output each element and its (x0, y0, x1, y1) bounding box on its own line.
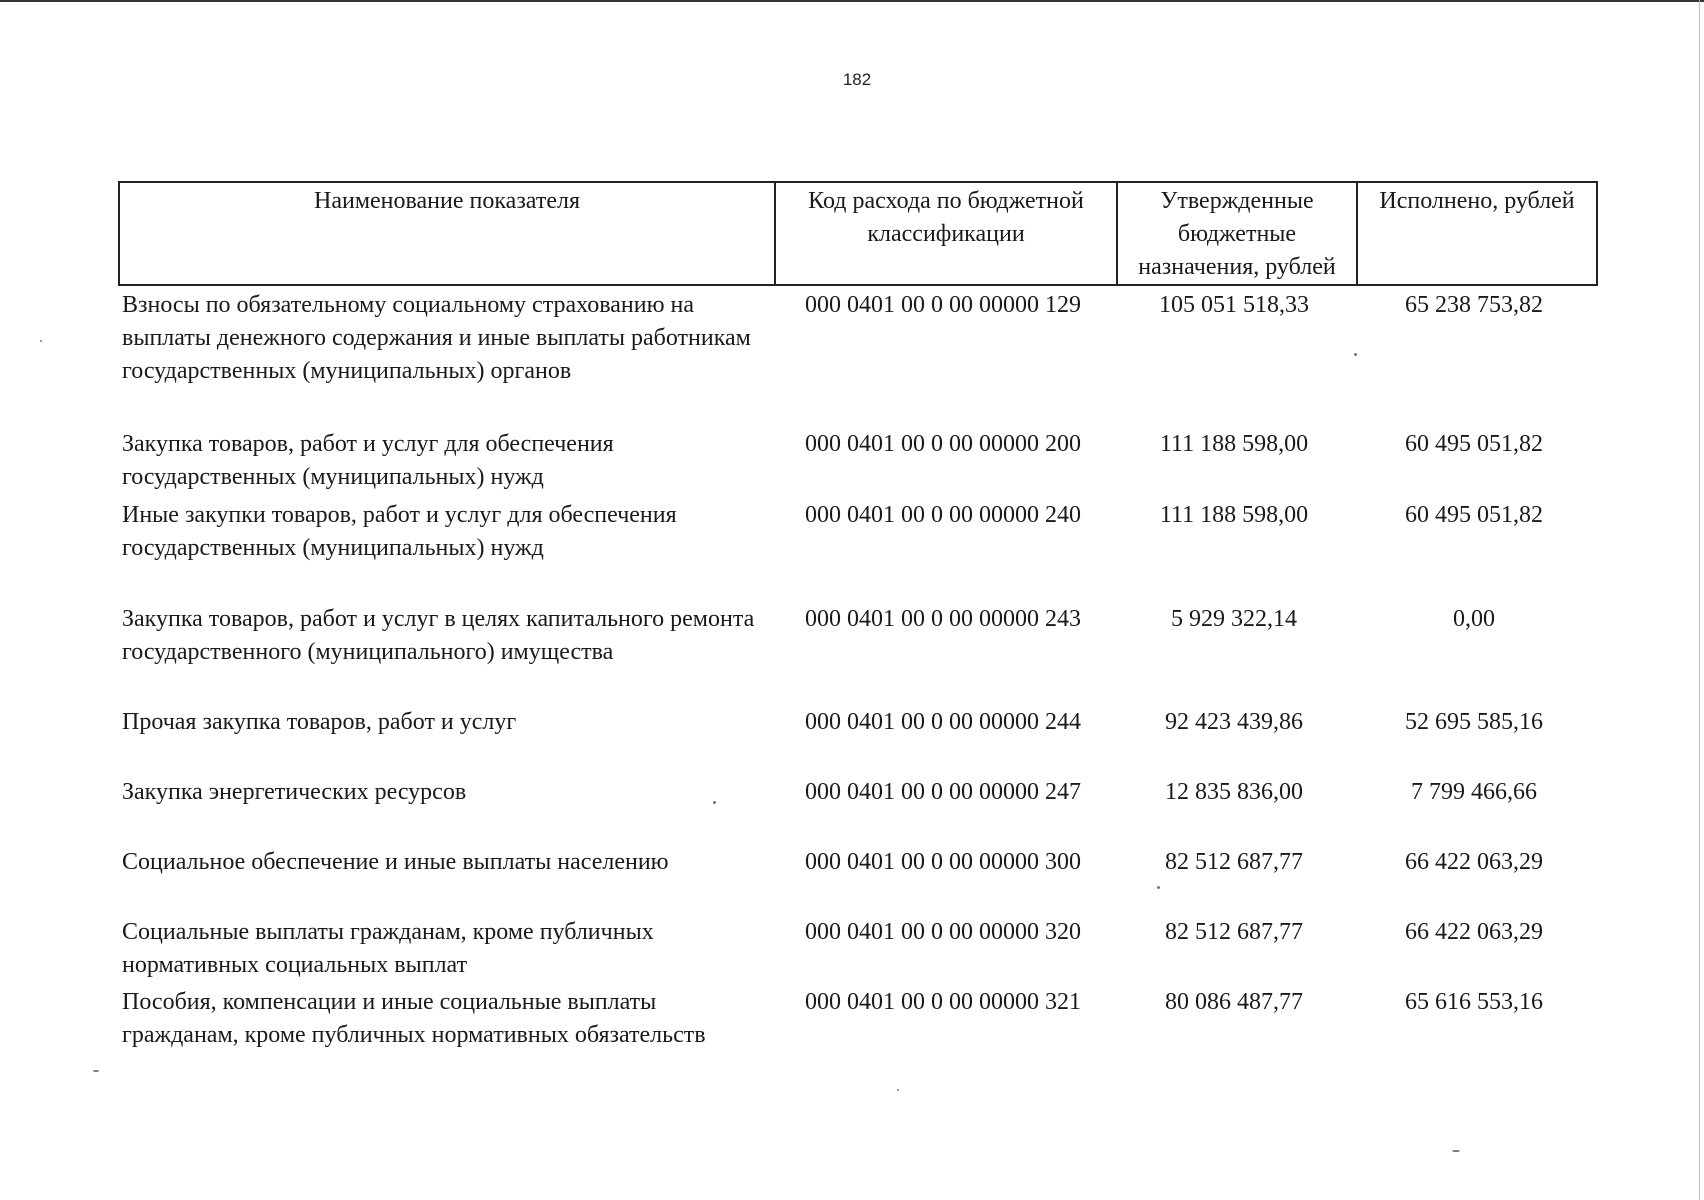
row-code: 000 0401 00 0 00 00000 200 (805, 431, 1081, 457)
row-executed: 65 616 553,16 (1405, 989, 1543, 1015)
row-name: Закупка товаров, работ и услуг для обеспечения государственных (муниципальных) нужд (122, 431, 614, 490)
row-name: Закупка энергетических ресурсов (122, 779, 467, 805)
scan-speck (713, 801, 716, 804)
scan-speck (93, 1070, 99, 1072)
header-executed: Исполнено, рублей (1356, 183, 1596, 284)
scan-speck (1354, 353, 1357, 356)
page-number: 182 (842, 70, 872, 89)
scan-speck (1452, 1150, 1460, 1152)
row-name: Прочая закупка товаров, работ и услуг (122, 709, 517, 735)
row-code: 000 0401 00 0 00 00000 240 (805, 502, 1081, 528)
row-executed: 66 422 063,29 (1405, 919, 1543, 945)
row-code: 000 0401 00 0 00 00000 243 (805, 606, 1081, 632)
row-name: Закупка товаров, работ и услуг в целях капитального ремонта государственного (муниципального) имущества (122, 606, 755, 665)
row-executed: 0,00 (1453, 606, 1495, 632)
row-name: Социальные выплаты гражданам, кроме публичных нормативных социальных выплат (122, 919, 654, 978)
row-executed: 7 799 466,66 (1411, 779, 1537, 805)
row-approved: 82 512 687,77 (1165, 849, 1303, 875)
scan-border-top (0, 0, 1704, 2)
row-code: 000 0401 00 0 00 00000 321 (805, 989, 1081, 1015)
row-code: 000 0401 00 0 00 00000 129 (805, 292, 1081, 318)
scan-speck (1157, 886, 1160, 889)
row-code: 000 0401 00 0 00 00000 300 (805, 849, 1081, 875)
row-name: Взносы по обязательному социальному страхованию на выплаты денежного содержания и иные выплаты работникам государственных (муниципальных) органов (122, 292, 751, 384)
row-executed: 60 495 051,82 (1405, 431, 1543, 457)
row-executed: 52 695 585,16 (1405, 709, 1543, 735)
scan-speck (897, 1089, 899, 1091)
row-name: Социальное обеспечение и иные выплаты населению (122, 849, 669, 875)
row-approved: 80 086 487,77 (1165, 989, 1303, 1015)
row-approved: 111 188 598,00 (1159, 431, 1309, 457)
row-approved: 82 512 687,77 (1165, 919, 1303, 945)
row-name: Иные закупки товаров, работ и услуг для обеспечения государственных (муниципальных) нужд (122, 502, 677, 561)
row-executed: 60 495 051,82 (1405, 502, 1543, 528)
scan-speck (40, 340, 42, 342)
row-approved: 105 051 518,33 (1159, 292, 1309, 318)
row-approved: 92 423 439,86 (1165, 709, 1303, 735)
row-approved: 111 188 598,00 (1159, 502, 1309, 528)
header-approved-appropriations: Утвержденные бюджетные назначения, рублей (1116, 183, 1356, 284)
table-header (118, 181, 1598, 286)
row-executed: 66 422 063,29 (1405, 849, 1543, 875)
header-indicator-name: Наименование показателя (314, 188, 580, 214)
row-approved: 12 835 836,00 (1165, 779, 1303, 805)
row-name: Пособия, компенсации и иные социальные выплаты гражданам, кроме публичных нормативных обязательств (122, 989, 706, 1048)
header-expense-code: Код расхода по бюджетной классификации (774, 183, 1116, 284)
row-code: 000 0401 00 0 00 00000 247 (805, 779, 1081, 805)
scan-border-right (1699, 0, 1700, 1200)
row-approved: 5 929 322,14 (1171, 606, 1297, 632)
row-code: 000 0401 00 0 00 00000 320 (805, 919, 1081, 945)
row-executed: 65 238 753,82 (1405, 292, 1543, 318)
row-code: 000 0401 00 0 00 00000 244 (805, 709, 1081, 735)
